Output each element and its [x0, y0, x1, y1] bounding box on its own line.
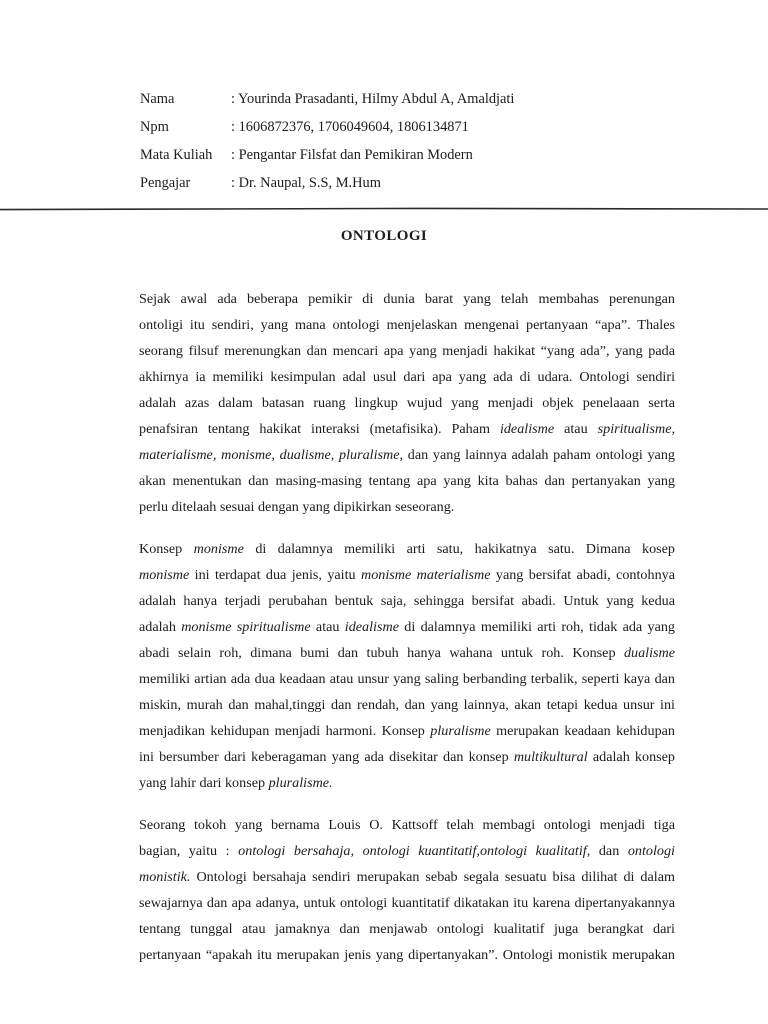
text-run: yang bersifat abadi, contohnya [490, 567, 675, 583]
body-paragraph [91, 536, 675, 796]
italic-term: dualisme [623, 645, 675, 661]
paragraph-line [91, 692, 675, 718]
paragraph-line [91, 312, 675, 338]
text-run: abadi selain roh, dimana bumi dan tubuh hanya wahana untuk roh. Konsep [139, 645, 624, 661]
italic-term: monisme materialisme [361, 567, 491, 583]
text-run: dan [590, 843, 628, 859]
header-info-table [140, 85, 514, 197]
text-run: ini terdapat dua jenis, yaitu [189, 567, 361, 583]
text-run: penafsiran tentang hakikat interaksi (metafisika). Paham [139, 421, 500, 437]
header-field-label: Nama [140, 90, 175, 107]
text-run: ontoligi itu sendiri, yang mana ontologi menjelaskan mengenai pertanyaan “apa”. Thales [139, 317, 675, 333]
text-run: Seorang tokoh yang bernama Louis O. Kattsoff telah membagi ontologi menjadi tiga [139, 817, 675, 833]
document-body [91, 286, 675, 984]
text-run: di dalamnya memiliki arti roh, tidak ada yang [398, 619, 675, 635]
paragraph-line [91, 416, 675, 442]
paragraph-line [91, 770, 675, 796]
paragraph-line [91, 942, 675, 968]
paragraph-line [91, 536, 675, 562]
paragraph-line [91, 864, 675, 890]
paragraph-line [91, 890, 675, 916]
text-run: adalah [139, 619, 182, 635]
text-run: merupakan keadaan kehidupan [490, 723, 675, 739]
text-run: tentang tunggal atau jamaknya dan menjawab ontologi kualitatif juga berangkat dari [139, 921, 675, 937]
header-field-value: : Yourinda Prasadanti, Hilmy Abdul A, Amaldjati [231, 90, 515, 107]
header-row [140, 141, 514, 169]
paragraph-line [91, 562, 675, 588]
header-field-label: Pengajar [140, 174, 191, 191]
text-run: menjadikan kehidupan menjadi harmoni. Konsep [139, 723, 431, 739]
text-run: sewajarnya dan apa adanya, untuk ontologi kuantitatif dikatakan itu karena dipertanyakannya [139, 895, 675, 911]
text-run: atau [310, 619, 345, 635]
body-paragraph [91, 812, 675, 968]
header-row [140, 169, 514, 197]
paragraph-line [91, 494, 675, 520]
paragraph-line [91, 916, 675, 942]
text-run: Sejak awal ada beberapa pemikir di dunia barat yang telah membahas perenungan [139, 291, 675, 307]
paragraph-line [91, 812, 675, 838]
text-run: atau [554, 421, 598, 437]
paragraph-line [91, 338, 675, 364]
text-run: yang lahir dari konsep [139, 775, 269, 791]
text-run: seorang filsuf merenungkan dan mencari apa yang menjadi hakikat “yang ada”, yang pada [139, 343, 675, 359]
paragraph-line [91, 286, 675, 312]
text-run: adalah azas dalam batasan ruang lingkup wujud yang menjadi objek penelaaan serta [139, 395, 675, 411]
italic-term: multikultural [513, 749, 588, 765]
text-run: dan yang lainnya adalah paham ontologi yang [403, 447, 675, 463]
italic-term: monistik. [139, 869, 191, 885]
paragraph-line [91, 442, 675, 468]
paragraph-line [91, 588, 675, 614]
text-run: Konsep [139, 541, 194, 557]
italic-term: pluralisme [430, 723, 491, 739]
paragraph-line [91, 744, 675, 770]
text-run: miskin, murah dan mahal,tinggi dan rendah, dan yang lainnya, akan tetapi kedua unsur ini [139, 697, 675, 713]
paragraph-line [91, 614, 675, 640]
text-run: memiliki artian ada dua keadaan atau unsur yang saling berbanding terbalik, seperti kaya dan [139, 671, 675, 687]
italic-term: spiritualisme, [597, 421, 676, 437]
paragraph-line [91, 468, 675, 494]
text-run: akan menentukan dan masing-masing tentang apa yang kita bahas dan pertanyakan yang [139, 473, 675, 489]
text-run: akhirnya ia memiliki kesimpulan adal usul dari apa yang ada di udara. Ontologi sendiri [139, 369, 675, 385]
header-field-label: Mata Kuliah [140, 146, 213, 163]
italic-term: monisme [139, 567, 190, 583]
text-run: bagian, yaitu : [139, 843, 239, 859]
document-title: ONTOLOGI [340, 228, 428, 244]
paragraph-line [91, 666, 675, 692]
italic-term: idealisme [499, 421, 555, 437]
body-paragraph [91, 286, 675, 520]
text-run: Ontologi bersahaja sendiri merupakan sebab segala sesuatu bisa dilihat di dalam [190, 869, 675, 885]
italic-term: materialisme, monisme, dualisme, pluralisme, [139, 447, 404, 463]
header-row [140, 113, 514, 141]
header-field-value: : 1606872376, 1706049604, 1806134871 [231, 118, 469, 135]
italic-term: pluralisme. [268, 775, 333, 791]
text-run: ini bersumber dari keberagaman yang ada disekitar dan konsep [139, 749, 514, 765]
italic-term: monisme [193, 541, 244, 557]
paragraph-line [91, 640, 675, 666]
header-field-label: Npm [140, 118, 169, 135]
header-row [140, 85, 514, 113]
text-run: perlu ditelaah sesuai dengan yang dipikirkan seseorang. [139, 499, 455, 515]
italic-term: ontologi [627, 843, 675, 859]
paragraph-line [91, 718, 675, 744]
paragraph-line [91, 838, 675, 864]
text-run: di dalamnya memiliki arti satu, hakikatnya satu. Dimana kosep [243, 541, 675, 557]
text-run: adalah hanya terjadi perubahan bentuk saja, sehingga bersifat abadi. Untuk yang kedua [139, 593, 675, 609]
header-field-value: : Dr. Naupal, S.S, M.Hum [231, 174, 381, 191]
paragraph-line [91, 390, 675, 416]
header-divider-line [0, 206, 768, 212]
italic-term: monisme spiritualisme [181, 619, 311, 635]
italic-term: ontologi bersahaja, ontologi kuantitatif,ontologi kualitatif, [238, 843, 591, 859]
header-field-value: : Pengantar Filsfat dan Pemikiran Modern [231, 146, 473, 163]
text-run: adalah konsep [587, 749, 675, 765]
italic-term: idealisme [344, 619, 399, 635]
text-run: pertanyaan “apakah itu merupakan jenis yang dipertanyakan”. Ontologi monistik merupakan [139, 947, 675, 963]
paragraph-line [91, 364, 675, 390]
